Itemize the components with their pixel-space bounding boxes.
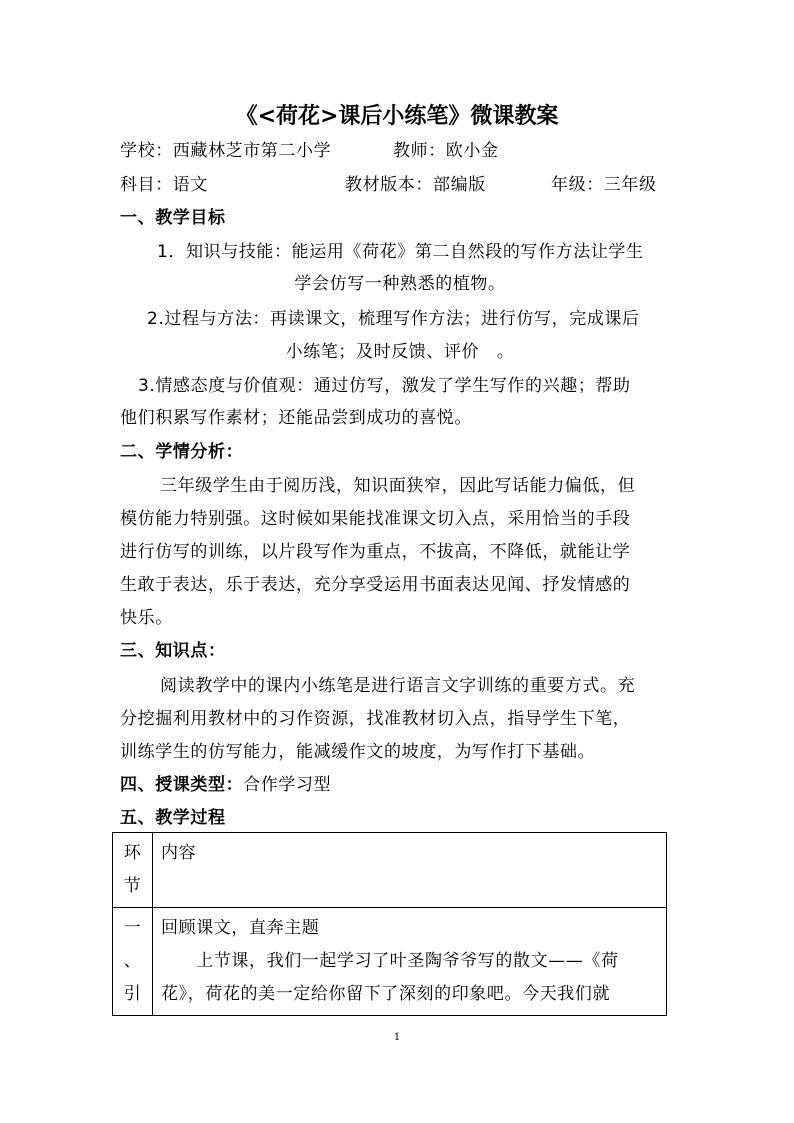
table-cell-text: 节 xyxy=(123,876,142,896)
goal-1-line-1: 1．知识与技能：能运用《荷花》第二自然段的写作方法让学生 xyxy=(157,242,644,262)
process-table xyxy=(112,832,667,1016)
subject-info: 科目：语文 xyxy=(120,175,208,195)
school-info: 学校：西藏林芝市第二小学 xyxy=(120,141,332,161)
lesson-type-value: 合作学习型 xyxy=(243,775,332,795)
analysis-line: 进行仿写的训练，以片段写作为重点，不拔高，不降低，就能让学 xyxy=(120,542,631,562)
edition-info: 教材版本：部编版 xyxy=(345,175,486,195)
table-cell-text: 、 xyxy=(123,951,142,971)
analysis-line: 快乐。 xyxy=(120,608,173,628)
grade-info: 年级：三年级 xyxy=(551,175,657,195)
table-cell-text: 环 xyxy=(123,843,142,863)
table-header-content xyxy=(153,833,667,908)
table-row xyxy=(113,833,667,908)
table-cell-text: 花》，荷花的美一定给你留下了深刻的印象吧。今天我们就 xyxy=(161,984,611,1004)
section-heading-analysis: 二、学情分析： xyxy=(120,442,244,462)
analysis-line: 模仿能力特别强。这时候如果能找准课文切入点，采用恰当的手段 xyxy=(120,509,631,529)
goal-3-line-1: 3.情感态度与价值观：通过仿写，激发了学生写作的兴趣；帮助 xyxy=(138,376,631,396)
goal-3-line-2: 他们积累写作素材；还能品尝到成功的喜悦。 xyxy=(120,408,472,428)
section-heading-goals: 一、教学目标 xyxy=(120,208,226,228)
table-row xyxy=(113,908,667,1016)
section-heading-process: 五、教学过程 xyxy=(120,808,226,828)
section-heading-knowledge: 三、知识点： xyxy=(120,641,226,661)
knowledge-line: 训练学生的仿写能力，能减缓作文的坡度，为写作打下基础。 xyxy=(120,742,596,762)
table-cell-content xyxy=(153,908,667,1016)
page-number: 1 xyxy=(393,1032,401,1043)
document-title: 《<荷花>课后小练笔》微课教案 xyxy=(235,104,559,129)
lesson-type xyxy=(120,773,331,797)
teacher-info: 教师：欧小金 xyxy=(393,141,499,161)
table-cell-text: 引 xyxy=(123,984,142,1004)
table-header-stage xyxy=(113,833,153,908)
knowledge-line: 分挖掘利用教材中的习作资源，找准教材切入点，指导学生下笔， xyxy=(120,709,631,729)
table-cell-text: 回顾课文，直奔主题 xyxy=(161,918,320,938)
table-cell-stage xyxy=(113,908,153,1016)
knowledge-line: 阅读教学中的课内小练笔是进行语言文字训练的重要方式。充 xyxy=(160,676,636,696)
table-cell-text: 上节课，我们一起学习了叶圣陶爷爷写的散文——《荷 xyxy=(161,951,619,971)
analysis-line: 生敢于表达，乐于表达，充分享受运用书面表达见闻、抒发情感的 xyxy=(120,575,631,595)
goal-2-line-1: 2.过程与方法：再读课文，梳理写作方法；进行仿写，完成课后 xyxy=(147,309,640,329)
table-cell-text: 内容 xyxy=(161,843,197,863)
table-cell-text: 一 xyxy=(123,918,142,938)
section-heading-lesson-type: 四、授课类型： xyxy=(120,775,244,795)
analysis-line: 三年级学生由于阅历浅，知识面狭窄，因此写话能力偏低，但 xyxy=(160,476,636,496)
goal-1-line-2: 学会仿写一种熟悉的植物。 xyxy=(294,274,506,294)
goal-2-line-2: 小练笔；及时反馈、评价 。 xyxy=(285,342,515,362)
